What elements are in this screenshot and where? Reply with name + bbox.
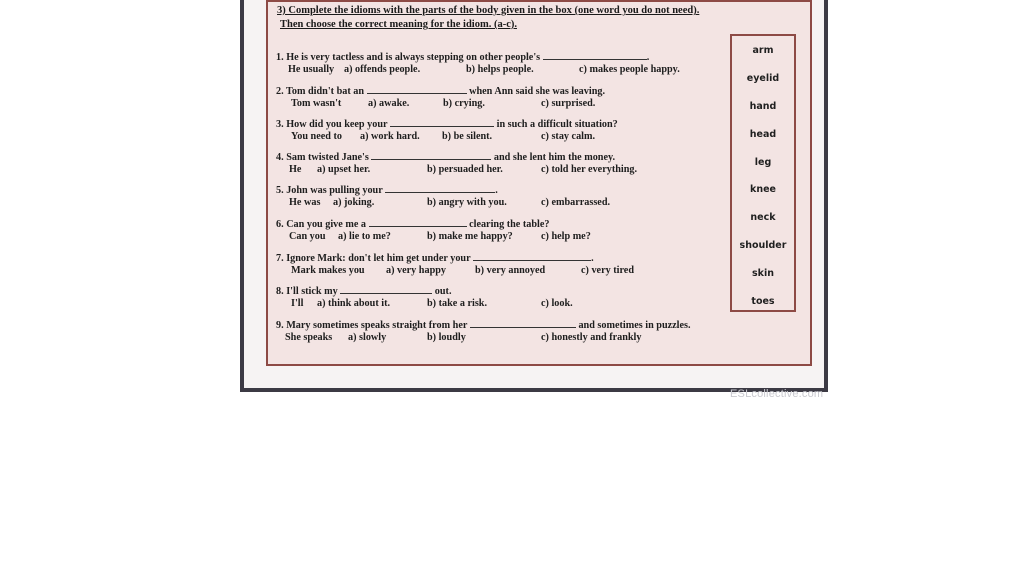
question-prompt-end: clearing the table?	[469, 219, 550, 230]
question-prompt-end: .	[646, 52, 650, 63]
answer-blank[interactable]	[473, 251, 591, 261]
word-box	[730, 34, 796, 312]
option-a: a) very happy	[386, 265, 446, 276]
question-prompt-end: in such a difficult situation?	[496, 119, 618, 130]
answer-blank[interactable]	[367, 84, 467, 94]
answer-blank[interactable]	[340, 284, 432, 294]
question-2	[276, 84, 605, 110]
answer-blank[interactable]	[385, 183, 495, 193]
option-c: c) look.	[541, 298, 573, 309]
heading-line-1: 3) Complete the idioms with the parts of the body given in the box (one word you do not need).	[277, 5, 700, 16]
meaning-subject: He usually	[288, 64, 335, 75]
question-9	[276, 318, 691, 344]
option-c: c) surprised.	[541, 98, 596, 109]
question-prompt: 5. John was pulling your	[276, 185, 383, 196]
heading-line-2: Then choose the correct meaning for the idiom. (a-c).	[280, 19, 517, 30]
option-c: c) very tired	[581, 265, 634, 276]
question-prompt: 6. Can you give me a	[276, 219, 366, 230]
option-c: c) makes people happy.	[579, 64, 680, 75]
option-a: a) awake.	[368, 98, 410, 109]
answer-blank[interactable]	[371, 150, 491, 160]
exercise-panel	[266, 0, 812, 366]
option-a: a) lie to me?	[338, 231, 391, 242]
option-b: b) angry with you.	[427, 197, 507, 208]
question-4	[276, 150, 638, 176]
worksheet-page	[240, 0, 828, 392]
word-box-item: shoulder	[739, 240, 787, 251]
meaning-subject: I'll	[291, 298, 304, 309]
answer-blank[interactable]	[543, 50, 647, 60]
word-box-item: skin	[752, 268, 774, 279]
option-c: c) told her everything.	[541, 164, 638, 175]
question-3	[276, 117, 618, 143]
watermark: ESLcollective.com	[730, 388, 824, 400]
option-c: c) stay calm.	[541, 131, 596, 142]
word-box-item: hand	[749, 101, 777, 112]
option-c: c) embarrassed.	[541, 197, 611, 208]
question-prompt: 2. Tom didn't bat an	[276, 86, 365, 97]
question-7	[276, 251, 634, 277]
answer-blank[interactable]	[390, 117, 494, 127]
meaning-subject: She speaks	[285, 332, 333, 343]
question-1	[276, 50, 680, 76]
meaning-subject: Tom wasn't	[291, 98, 342, 109]
question-6	[276, 217, 591, 243]
answer-blank[interactable]	[470, 318, 576, 328]
question-prompt-end: .	[495, 185, 498, 196]
question-prompt: 3. How did you keep your	[276, 119, 388, 130]
meaning-subject: Can you	[289, 231, 326, 242]
word-box-item: eyelid	[746, 73, 780, 84]
question-8	[276, 284, 573, 310]
question-prompt-end: and sometimes in puzzles.	[578, 320, 691, 331]
answer-blank[interactable]	[369, 217, 467, 227]
word-box-item: leg	[754, 157, 772, 168]
option-b: b) crying.	[443, 98, 485, 109]
option-a: a) work hard.	[360, 131, 420, 142]
option-a: a) think about it.	[317, 298, 391, 309]
option-b: b) take a risk.	[427, 298, 487, 309]
question-prompt: 1. He is very tactless and is always stepping on other people's	[276, 52, 541, 63]
question-prompt-end: and she lent him the money.	[493, 152, 616, 163]
option-a: a) slowly	[348, 332, 387, 343]
option-b: b) be silent.	[442, 131, 493, 142]
option-c: c) honestly and frankly	[541, 332, 642, 343]
option-b: b) persuaded her.	[427, 164, 503, 175]
word-box-item: arm	[752, 45, 774, 56]
question-prompt-end: when Ann said she was leaving.	[469, 86, 606, 97]
option-b: b) make me happy?	[427, 231, 513, 242]
question-5	[276, 183, 611, 209]
option-a: a) upset her.	[317, 164, 371, 175]
meaning-subject: Mark makes you	[291, 265, 365, 276]
word-box-item: knee	[750, 184, 776, 195]
option-b: b) helps people.	[466, 64, 534, 75]
question-prompt: 9. Mary sometimes speaks straight from her	[276, 320, 468, 331]
word-box-item: head	[749, 129, 777, 140]
word-box-item: toes	[751, 296, 775, 307]
meaning-subject: He	[289, 164, 302, 175]
question-prompt-end: out.	[434, 286, 452, 297]
question-prompt: 7. Ignore Mark: don't let him get under your	[276, 253, 471, 264]
question-prompt-end: .	[591, 253, 594, 264]
question-prompt: 8. I'll stick my	[276, 286, 338, 297]
option-a: a) joking.	[333, 197, 375, 208]
meaning-subject: You need to	[291, 131, 342, 142]
option-b: b) very annoyed	[475, 265, 546, 276]
option-b: b) loudly	[427, 332, 466, 343]
word-box-item: neck	[750, 212, 776, 223]
exercise-heading	[277, 4, 777, 32]
question-prompt: 4. Sam twisted Jane's	[276, 152, 369, 163]
meaning-subject: He was	[289, 197, 321, 208]
option-c: c) help me?	[541, 231, 591, 242]
option-a: a) offends people.	[344, 64, 421, 75]
